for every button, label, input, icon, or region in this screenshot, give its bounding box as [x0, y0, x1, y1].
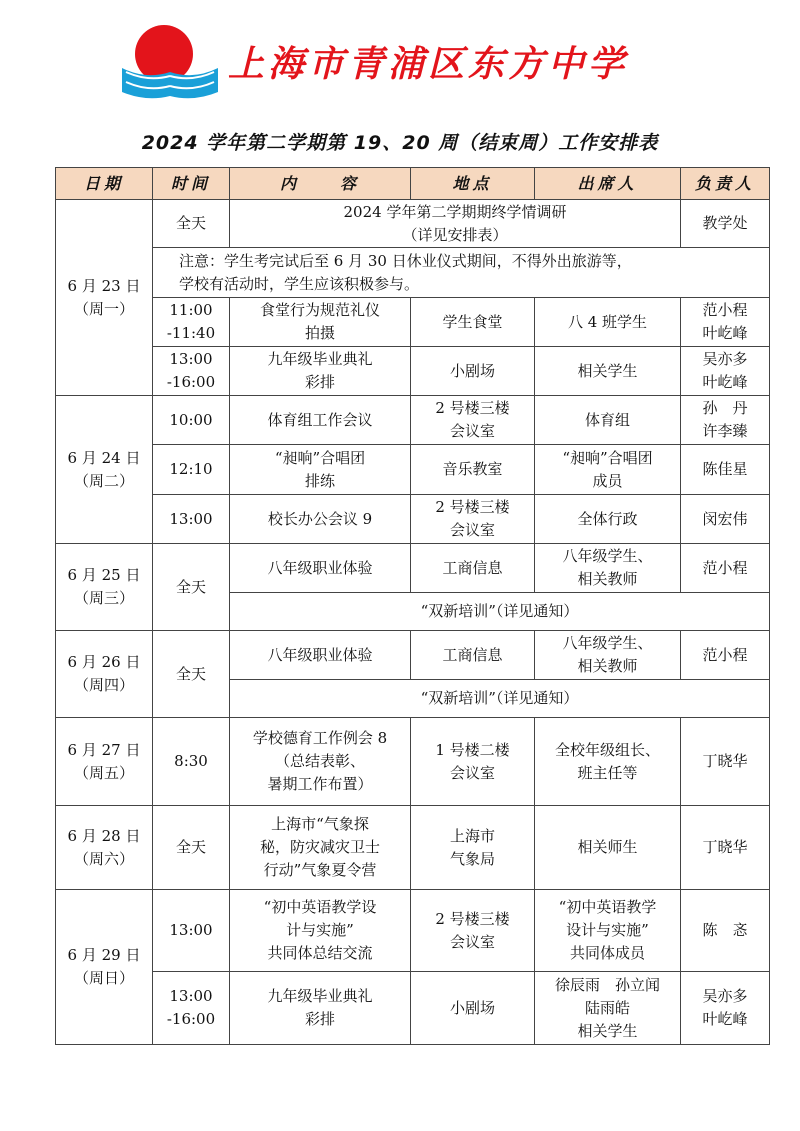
- content-cell: 学校德育工作例会 8 （总结表彰、 暑期工作布置）: [230, 718, 411, 806]
- attendees-cell: “昶响”合唱团 成员: [535, 445, 681, 495]
- owner-cell: 丁晓华: [681, 806, 770, 890]
- table-row: [56, 806, 770, 890]
- notice-row: [56, 248, 770, 298]
- owner-cell: 范小程: [681, 631, 770, 680]
- owner-cell: 丁晓华: [681, 718, 770, 806]
- col-header: 内 容: [230, 168, 411, 200]
- header-row: [56, 168, 770, 200]
- place-cell: 学生食堂: [411, 298, 535, 347]
- time-cell: 全天: [153, 544, 230, 631]
- page-title: 2024 学年第二学期第 19、20 周（结束周）工作安排表: [141, 132, 659, 154]
- table-row: [56, 544, 770, 593]
- owner-cell: 陈佳星: [681, 445, 770, 495]
- attendees-cell: 八年级学生、 相关教师: [535, 631, 681, 680]
- table-row: [56, 495, 770, 544]
- table-row: [56, 298, 770, 347]
- content-cell: 八年级职业体验: [230, 544, 411, 593]
- notice-cell: 注意：学生考完试后至 6 月 30 日休业仪式期间，不得外出旅游等， 学校有活动时，学生应该积极参与。: [153, 248, 770, 298]
- table-row: [56, 445, 770, 495]
- owner-cell: 范小程 叶屹峰: [681, 298, 770, 347]
- table-row: [56, 347, 770, 396]
- attendees-cell: 徐辰雨 孙立闻 陆雨皓 相关学生: [535, 972, 681, 1045]
- content-cell: 上海市“气象探 秘，防灾减灾卫士 行动”气象夏令营: [230, 806, 411, 890]
- col-header: 出席人: [535, 168, 681, 200]
- attendees-cell: 八 4 班学生: [535, 298, 681, 347]
- attendees-cell: 八年级学生、 相关教师: [535, 544, 681, 593]
- date-cell: 6 月 26 日 （周四）: [56, 631, 153, 718]
- attendees-cell: 相关师生: [535, 806, 681, 890]
- time-cell: 12:10: [153, 445, 230, 495]
- content-cell: 校长办公会议 9: [230, 495, 411, 544]
- owner-cell: 教学处: [681, 200, 770, 248]
- content-cell: 食堂行为规范礼仪 拍摄: [230, 298, 411, 347]
- date-cell: 6 月 25 日 （周三）: [56, 544, 153, 631]
- notice-cell: “双新培训”（详见通知）: [230, 593, 770, 631]
- place-cell: 音乐教室: [411, 445, 535, 495]
- attendees-cell: “初中英语教学 设计与实施” 共同体成员: [535, 890, 681, 972]
- school-name: 上海市青浦区东方中学: [228, 44, 629, 85]
- date-cell: 6 月 24 日 （周二）: [56, 396, 153, 544]
- time-cell: 13:00: [153, 495, 230, 544]
- time-cell: 8:30: [153, 718, 230, 806]
- date-cell: 6 月 27 日 （周五）: [56, 718, 153, 806]
- attendees-cell: 全体行政: [535, 495, 681, 544]
- header: [120, 22, 680, 102]
- place-cell: 2 号楼三楼 会议室: [411, 890, 535, 972]
- owner-cell: 范小程: [681, 544, 770, 593]
- place-cell: 小剧场: [411, 347, 535, 396]
- place-cell: 上海市 气象局: [411, 806, 535, 890]
- content-cell: “初中英语教学设 计与实施” 共同体总结交流: [230, 890, 411, 972]
- attendees-cell: 相关学生: [535, 347, 681, 396]
- time-cell: 全天: [153, 631, 230, 718]
- schedule-table: [55, 167, 770, 1045]
- table-row: [56, 396, 770, 445]
- date-cell: 6 月 29 日 （周日）: [56, 890, 153, 1045]
- owner-cell: 陈 忞: [681, 890, 770, 972]
- col-header: 日期: [56, 168, 153, 200]
- owner-cell: 吴亦多 叶屹峰: [681, 972, 770, 1045]
- time-cell: 13:00 -16:00: [153, 972, 230, 1045]
- place-cell: 2 号楼三楼 会议室: [411, 396, 535, 445]
- table-row: [56, 972, 770, 1045]
- place-cell: 2 号楼三楼 会议室: [411, 495, 535, 544]
- time-cell: 全天: [153, 200, 230, 248]
- owner-cell: 吴亦多 叶屹峰: [681, 347, 770, 396]
- place-cell: 小剧场: [411, 972, 535, 1045]
- owner-cell: 闵宏伟: [681, 495, 770, 544]
- attendees-cell: 体育组: [535, 396, 681, 445]
- time-cell: 11:00 -11:40: [153, 298, 230, 347]
- content-cell: 八年级职业体验: [230, 631, 411, 680]
- place-cell: 工商信息: [411, 544, 535, 593]
- content-cell: 九年级毕业典礼 彩排: [230, 347, 411, 396]
- col-header: 地点: [411, 168, 535, 200]
- notice-cell: “双新培训”（详见通知）: [230, 680, 770, 718]
- school-logo: [120, 22, 220, 100]
- owner-cell: 孙 丹 许李臻: [681, 396, 770, 445]
- time-cell: 10:00: [153, 396, 230, 445]
- content-cell: 九年级毕业典礼 彩排: [230, 972, 411, 1045]
- table-row: [56, 718, 770, 806]
- time-cell: 13:00 -16:00: [153, 347, 230, 396]
- col-header: 时间: [153, 168, 230, 200]
- attendees-cell: 全校年级组长、 班主任等: [535, 718, 681, 806]
- col-header: 负责人: [681, 168, 770, 200]
- time-cell: 全天: [153, 806, 230, 890]
- content-cell: “昶响”合唱团 排练: [230, 445, 411, 495]
- place-cell: 1 号楼二楼 会议室: [411, 718, 535, 806]
- table-row: [56, 200, 770, 248]
- content-cell: 体育组工作会议: [230, 396, 411, 445]
- content-cell: 2024 学年第二学期期终学情调研 （详见安排表）: [230, 200, 681, 248]
- date-cell: 6 月 23 日 （周一）: [56, 200, 153, 396]
- place-cell: 工商信息: [411, 631, 535, 680]
- time-cell: 13:00: [153, 890, 230, 972]
- date-cell: 6 月 28 日 （周六）: [56, 806, 153, 890]
- table-row: [56, 890, 770, 972]
- table-row: [56, 631, 770, 680]
